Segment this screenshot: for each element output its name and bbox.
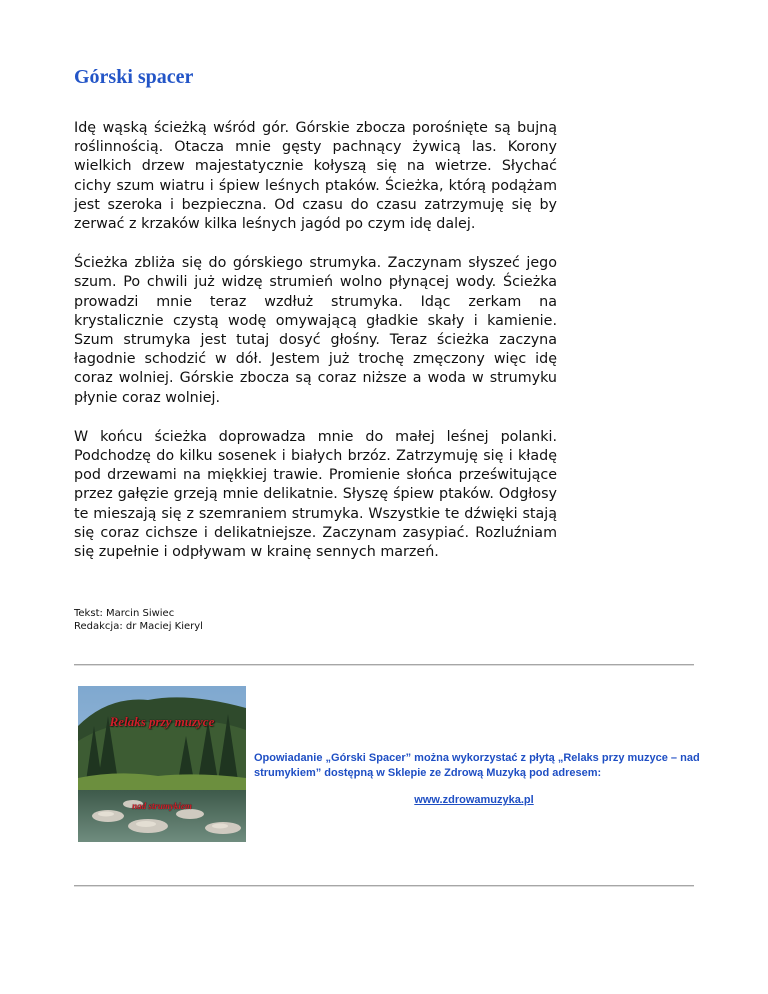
divider-top [74, 664, 694, 666]
story-body [74, 119, 557, 582]
page-title: Górski spacer [74, 66, 194, 88]
story-paragraph-1: Idę wąską ścieżką wśród gór. Górskie zbocza porośnięte są bujną roślinnością. Otacza mnie gęsty pachnący żywicą las. Korony wielkich drzew majestatycznie kołyszą się na wietrze. Słychać cichy szum wiatru i śpiew leśnych ptaków. Ścieżka, którą podążam jest szeroka i bezpieczna. Od czasu do czasu zatrzymuję się by zerwać z krzaków kilka leśnych jagód po czym idę dalej. [74, 120, 557, 233]
forest-stream-picture [78, 686, 246, 842]
album-title: Relaks przy muzyce [109, 714, 215, 729]
story-paragraph-3: W końcu ścieżka doprowadza mnie do małej leśnej polanki. Podchodzę do kilku sosenek i białych brzóz. Zatrzymuję się i kładę pod drzewami na miękkiej trawie. Promienie słońca prześwitujące przez gałęzie grzeją mnie delikatnie. Słyszę śpiew ptaków. Odgłosy te mieszają się z szemraniem strumyka. Wszystkie te dźwięki stają się coraz cichsze i delikatniejsze. Zaczynam zasypiać. Rozluźniam się zupełnie i odpływam w krainę sennych marzeń. [74, 428, 557, 561]
divider-bottom [74, 885, 694, 887]
credits [74, 607, 203, 633]
editor-credit: Redakcja: dr Maciej Kieryl [74, 621, 203, 632]
album-subtitle: nad strumykiem [132, 801, 192, 811]
promo-text: Opowiadanie „Górski Spacer” można wykorzystać z płytą „Relaks przy muzyce – nad strumykiem” dostępną w Sklepie ze Zdrową Muzyką pod adresem: [254, 752, 700, 779]
story-paragraph-2: Ścieżka zbliża się do górskiego strumyka. Zaczynam słyszeć jego szum. Po chwili już widzę strumień wolno płynącej wody. Ścieżka prowadzi mnie teraz wzdłuż strumyka. Idąc zerkam na krystalicznie czystą wodę omywającą gładkie skały i kamienie. Szum strumyka jest tutaj dosyć głośny. Teraz ścieżka zaczyna łagodnie schodzić w dół. Jestem już trochę zmęczony więc idę coraz wolniej. Górskie zbocza są coraz niższe a woda w strumyku płynie coraz wolniej. [74, 255, 557, 406]
album-cover-image [78, 686, 246, 842]
author-credit: Tekst: Marcin Siwiec [74, 608, 175, 619]
shop-link[interactable]: www.zdrowamuzyka.pl [414, 794, 534, 806]
